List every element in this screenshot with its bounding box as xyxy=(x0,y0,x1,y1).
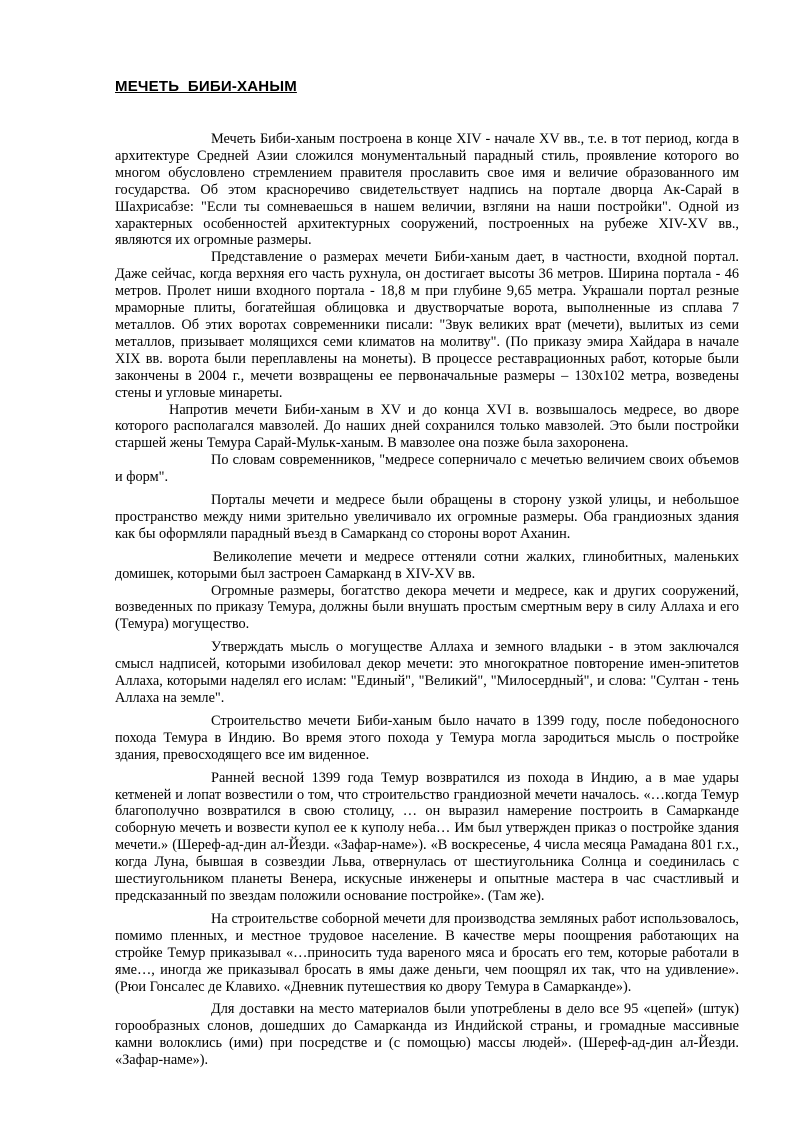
paragraph-construction-start: Строительство мечети Биби-ханым было начато в 1399 году, после победоносного похода Темура в Индию. Во время этого похода у Темура могла зародиться мысль о постройке здания, превосходящего все им виденное. xyxy=(115,712,739,763)
paragraph-workers: На строительстве соборной мечети для производства земляных работ использовалось, помимо пленных, и местное трудовое население. В качестве меры поощрения работающих на стройке Темур приказывал «…приносить туда вареного мяса и бросать его тем, которые работали в яме…, иногда же приказывал бросать в ямы даже деньги, чем поощрял их так, что на удивление». (Рюи Гонсалес де Клавихо. «Дневник путешествия ко двору Темура в Самарканде»). xyxy=(115,910,739,995)
paragraph-spring-1399: Ранней весной 1399 года Темур возвратился из похода в Индию, а в мае удары кетменей и лопат возвестили о том, что строительство грандиозной мечети началось. «…когда Темур благополучно возвратился в свою столицу, … он выразил намерение построить в Самарканде соборную мечеть и возвести купол ее к куполу неба… Им был утвержден приказ о постройке здания мечети.» (Шереф-ад-дин ал-Йезди. «Зафар-наме»). «В воскресенье, 4 числа месяца Рамадана 801 г.х., когда Луна, бывшая в созвездии Льва, отвернулась от шестиугольника Солнца и соединилась с шестиугольником планеты Венера, искусные инженеры и опытные мастера в час счастливый и предсказанный по звездам положили основание постройке». (Там же). xyxy=(115,769,739,904)
paragraph-contemporaries: По словам современников, "медресе соперничало с мечетью величием своих объемов и форм". xyxy=(115,452,739,486)
paragraph-portals: Порталы мечети и медресе были обращены в сторону узкой улицы, и небольшое пространство между ними зрительно увеличивало их огромные размеры. Оба грандиозных здания как бы оформляли парадный въезд в Самарканд со стороны ворот Аханин. xyxy=(115,492,739,542)
paragraph-portal-size: Представление о размерах мечети Биби-ханым дает, в частности, входной портал. Даже сейчас, когда верхняя его часть рухнула, он достигает высоты 36 метров. Ширина портала - 46 метров. Пролет ниши входного портала - 18,8 м при глубине 9,65 метра. Украшали портал резные мраморные плиты, богатейшая облицовка и двустворчатые ворота, выполненные из сплава 7 металлов. Об этих воротах современники писали: "Звук великих врат (мечети), вылитых из семи металлов, призывает молящихся семи климатов на молитву". (По приказу эмира Хайдара в начале XIX вв. ворота были переплавлены на монеты). В процессе реставрационных работ, которые были закончены в 2004 г., мечети возвращены ее первоначальные размеры – 130х102 метра, возведены стены и угловые минареты. xyxy=(115,249,739,401)
paragraph-elephants: Для доставки на место материалов были употреблены в дело все 95 «цепей» (штук) горообразных слонов, дошедших до Самарканда из Индийской страны, и громадные массивные камни волоклись (ими) при посредстве и (с помощью) массы людей». (Шереф-ад-дин ал-Йезди. «Зафар-наме»). xyxy=(115,1001,739,1069)
paragraph-madrasa: Напротив мечети Биби-ханым в XV и до конца XVI в. возвышалось медресе, во дворе которого располагался мавзолей. До наших дней сохранился только мавзолей. Это были постройки старшей жены Темура Сарай-Мульк-ханым. В мавзолее она позже была захоронена. xyxy=(115,401,739,452)
document-body xyxy=(115,131,739,1069)
page-title: МЕЧЕТЬ БИБИ-ХАНЫМ xyxy=(115,78,297,95)
paragraph-intro: Мечеть Биби-ханым построена в конце XIV - начале XV вв., т.е. в тот период, когда в архитектуре Средней Азии сложился монументальный парадный стиль, проявление которого во многом обусловлено стремлением правителя прославить свое имя и величие образованного им государства. Об этом красноречиво свидетельствует надпись на портале дворца Ак-Сарай в Шахрисабзе: "Если ты сомневаешься в нашем величии, взгляни на наши постройки". Одной из характерных особенностей архитектурных сооружений, построенных на рубеже XIV-XV вв., являются их огромные размеры. xyxy=(115,131,739,249)
paragraph-inscriptions: Утверждать мысль о могуществе Аллаха и земного владыки - в этом заключался смысл надписей, которыми изобиловал декор мечети: это многократное повторение имен-эпитетов Аллаха, которыми наделял его ислам: "Единый", "Великий", "Милосердный", и слова: "Султан - тень Аллаха на земле". xyxy=(115,639,739,706)
paragraph-decor: Огромные размеры, богатство декора мечети и медресе, как и других сооружений, возведенных по приказу Темура, должны были внушать простым смертным веру в силу Аллаха и его (Темура) могущество. xyxy=(115,582,739,633)
paragraph-houses: Великолепие мечети и медресе оттеняли сотни жалких, глинобитных, маленьких домишек, которыми был застроен Самарканд в XIV-XV вв. xyxy=(115,548,739,582)
